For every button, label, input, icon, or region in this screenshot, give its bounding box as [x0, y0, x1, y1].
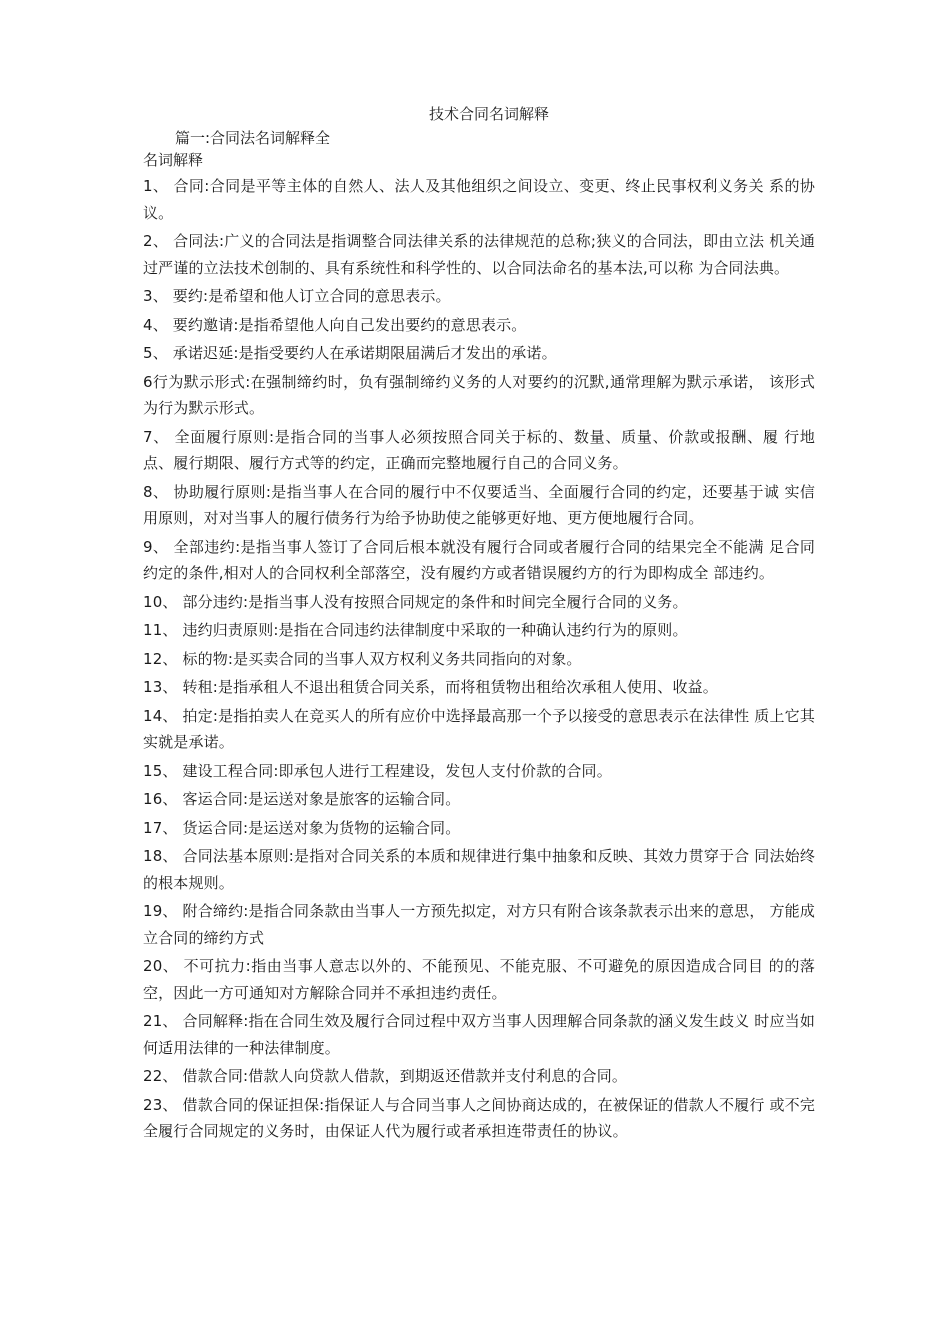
document-body — [143, 103, 815, 1147]
definition-entry: 7、 全面履行原则:是指合同的当事人必须按照合同关于标的、数量、质量、价款或报酬、履 行地点、履行期限、履行方式等的约定，正确而完整地履行自己的合同义务。 — [143, 427, 815, 472]
definition-entry: 8、 协助履行原则:是指当事人在合同的履行中不仅要适当、全面履行合同的约定，还要基于诚 实信用原则，对对当事人的履行债务行为给予协助使之能够更好地、更方便地履行合同。 — [143, 482, 815, 527]
section-heading: 名词解释 — [143, 151, 204, 169]
definition-entry: 1、 合同:合同是平等主体的自然人、法人及其他组织之间设立、变更、终止民事权利义务关 系的协议。 — [143, 177, 815, 222]
definition-entry: 4、 要约邀请:是指希望他人向自己发出要约的意思表示。 — [143, 315, 527, 334]
definition-entry: 23、 借款合同的保证担保:指保证人与合同当事人之间协商达成的，在被保证的借款人不履行 或不完全履行合同规定的义务时，由保证人代为履行或者承担连带责任的协议。 — [143, 1095, 815, 1140]
definition-entry: 2、 合同法:广义的合同法是指调整合同法律关系的法律规范的总称;狭义的合同法，即由立法 机关通过严谨的立法技术创制的、具有系统性和科学性的、以合同法命名的基本法,可以称 为合同法典。 — [143, 232, 815, 277]
definition-entry: 12、 标的物:是买卖合同的当事人双方权利义务共同指向的对象。 — [143, 649, 582, 668]
definition-entry: 16、 客运合同:是运送对象是旅客的运输合同。 — [143, 790, 461, 808]
definition-entry: 15、 建设工程合同:即承包人进行工程建设，发包人支付价款的合同。 — [143, 761, 612, 780]
definition-entry: 14、 拍定:是指拍卖人在竞买人的所有应价中选择最高那一个予以接受的意思表示在法律性 质上它其实就是承诺。 — [143, 706, 815, 751]
definition-entry: 20、 不可抗力:指由当事人意志以外的、不能预见、不能克服、不可避免的原因造成合同目 的的落空，因此一方可通知对方解除合同并不承担违约责任。 — [143, 957, 815, 1002]
definition-entry: 17、 货运合同:是运送对象为货物的运输合同。 — [143, 818, 461, 837]
document-subtitle: 篇一:合同法名词解释全 — [175, 129, 331, 147]
definition-entry: 13、 转租:是指承租人不退出租赁合同关系，而将租赁物出租给次承租人使用、收益。 — [143, 678, 718, 696]
definition-entry: 3、 要约:是希望和他人订立合同的意思表示。 — [143, 287, 451, 305]
document-title: 技术合同名词解释 — [428, 105, 549, 123]
definition-entry: 18、 合同法基本原则:是指对合同关系的本质和规律进行集中抽象和反映、其效力贯穿于合 同法始终的根本规则。 — [143, 847, 815, 892]
definition-entry: 21、 合同解释:指在合同生效及履行合同过程中双方当事人因理解合同条款的涵义发生歧义 时应当如何适用法律的一种法律制度。 — [143, 1012, 815, 1057]
definition-entry: 22、 借款合同:借款人向贷款人借款，到期返还借款并支付利息的合同。 — [143, 1067, 628, 1085]
definition-entry: 11、 违约归责原则:是指在合同违约法律制度中采取的一种确认违约行为的原则。 — [143, 621, 688, 639]
definition-entry: 19、 附合缔约:是指合同条款由当事人一方预先拟定，对方只有附合该条款表示出来的意思， 方能成立合同的缔约方式 — [143, 902, 815, 947]
definition-entry: 9、 全部违约:是指当事人签订了合同后根本就没有履行合同或者履行合同的结果完全不能满 足合同约定的条件,相对人的合同权利全部落空，没有履约方或者错误履约方的行为即构成全 部违约。 — [143, 537, 815, 582]
definition-entry: 10、 部分违约:是指当事人没有按照合同规定的条件和时间完全履行合同的义务。 — [143, 592, 688, 611]
definition-entry: 5、 承诺迟延:是指受要约人在承诺期限届满后才发出的承诺。 — [143, 344, 557, 362]
definition-entry: 6行为默示形式:在强制缔约时，负有强制缔约义务的人对要约的沉默,通常理解为默示承诺， 该形式为行为默示形式。 — [143, 372, 815, 417]
